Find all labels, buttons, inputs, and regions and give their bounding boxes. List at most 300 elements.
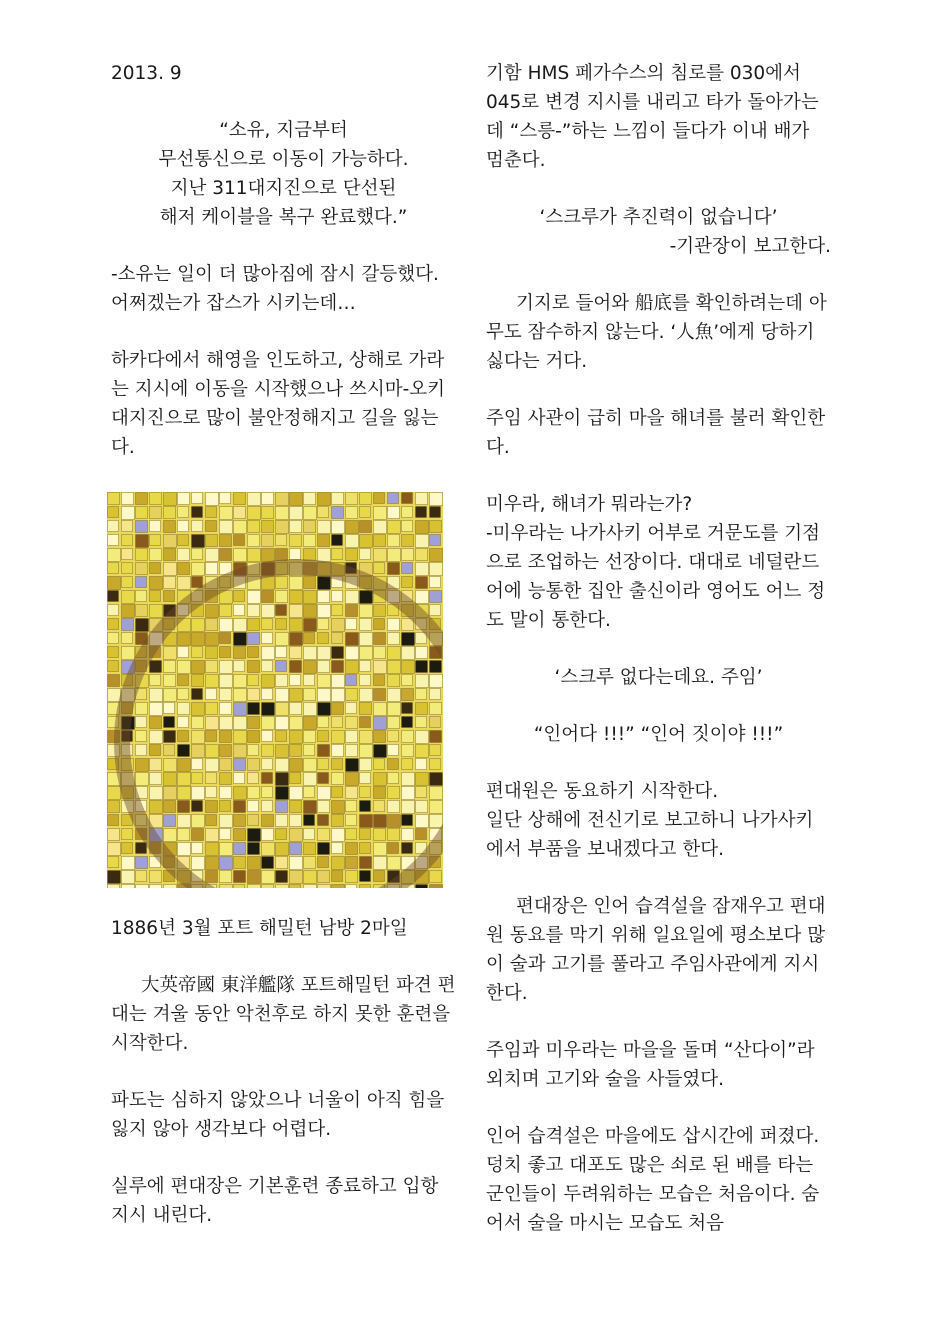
mosaic-tile	[234, 773, 245, 784]
mosaic-tile	[388, 689, 401, 702]
mosaic-tile	[290, 829, 303, 842]
mosaic-tile	[332, 885, 345, 889]
mosaic-tile	[220, 871, 232, 883]
mosaic-tile	[234, 829, 246, 841]
mosaic-tile	[360, 535, 373, 548]
mosaic-tile	[122, 647, 135, 660]
mosaic-tile	[164, 885, 177, 889]
mosaic-tile	[262, 619, 273, 630]
date-line: 2013. 9	[111, 63, 182, 84]
mosaic-tile	[388, 563, 400, 575]
mosaic-tile	[262, 857, 274, 869]
mosaic-tile	[150, 787, 163, 800]
mosaic-tile	[416, 885, 428, 889]
mosaic-tile	[108, 493, 120, 505]
mosaic-tile	[150, 885, 162, 889]
mosaic-tile	[276, 549, 288, 561]
mosaic-tile	[262, 759, 273, 770]
mosaic-tile	[290, 857, 303, 870]
mosaic-tile	[360, 885, 371, 889]
mosaic-tile	[150, 759, 162, 771]
mosaic-tile	[164, 815, 176, 827]
mosaic-tile	[318, 647, 331, 660]
mosaic-tile	[290, 731, 303, 744]
paragraph: 기함 HMS 페가수스의 침로를 030에서 045로 변경 지시를 내리고 타가 돌아가는데 “스릉-”하는 느낌이 들다가 이내 배가 멈춘다.	[486, 63, 819, 171]
mosaic-tile	[430, 591, 442, 603]
mosaic-tile	[360, 675, 371, 686]
mosaic-tile	[192, 857, 205, 870]
mosaic-tile	[220, 661, 233, 674]
mosaic-tile	[346, 675, 357, 686]
mosaic-tile	[304, 535, 316, 547]
mosaic-tile	[108, 661, 119, 672]
mosaic-tile	[164, 507, 176, 519]
mosaic-tile	[220, 549, 232, 561]
mosaic-tile	[416, 647, 428, 659]
section-heading: 1886년 3월 포트 해밀턴 남방 2마일	[111, 918, 408, 939]
mosaic-tile	[290, 773, 301, 784]
mosaic-tile	[346, 801, 357, 812]
mosaic-tile	[388, 745, 399, 756]
mosaic-tile	[360, 843, 371, 854]
quote-no-screw: ‘스크루 없다는데요. 주임’	[554, 667, 763, 688]
mosaic-tile	[276, 801, 288, 813]
mosaic-tile	[332, 507, 344, 519]
mosaic-tile	[360, 521, 372, 533]
mosaic-tile	[332, 633, 343, 644]
mosaic-tile	[304, 591, 317, 604]
mosaic-tile	[192, 577, 203, 588]
mosaic-tile	[430, 577, 441, 588]
mosaic-tile	[108, 675, 120, 687]
mosaic-tile	[332, 521, 345, 534]
mosaic-tile	[248, 493, 261, 506]
mosaic-tile	[122, 633, 133, 644]
mosaic-tile	[262, 717, 275, 730]
mosaic-tile	[192, 549, 203, 560]
mosaic-tile	[290, 759, 303, 772]
mosaic-tile	[290, 675, 301, 686]
mosaic-tile	[402, 549, 414, 561]
mosaic-tile	[136, 591, 147, 602]
mosaic-tile	[220, 815, 233, 828]
mosaic-tile	[234, 815, 246, 827]
mosaic-tile	[388, 759, 399, 770]
mosaic-tile	[318, 535, 330, 547]
mosaic-tile	[346, 605, 358, 617]
mosaic-tile	[374, 857, 387, 870]
mosaic-tile	[388, 493, 399, 504]
mosaic-tile	[332, 493, 344, 505]
mosaic-tile	[290, 815, 302, 827]
mosaic-tile	[220, 731, 232, 743]
mosaic-tile	[276, 773, 289, 786]
mosaic-tile	[332, 829, 345, 842]
mosaic-tile	[346, 829, 357, 840]
mosaic-tile	[318, 633, 329, 644]
mosaic-tile	[262, 633, 273, 644]
mosaic-tile	[346, 647, 359, 660]
mosaic-tile	[416, 493, 428, 505]
mosaic-tile	[346, 885, 357, 889]
mosaic-tile	[178, 633, 191, 646]
mosaic-tile	[276, 745, 289, 758]
mosaic-tile	[332, 591, 343, 602]
mosaic-tile	[108, 871, 121, 884]
mosaic-tile	[430, 815, 443, 828]
mosaic-tile	[374, 647, 386, 659]
mosaic-tile	[374, 563, 385, 574]
mosaic-tile	[430, 885, 443, 889]
paragraph: 주임과 미우라는 마을을 돌며 “산다이”라 외치며 고기와 술을 사들였다.	[486, 1040, 815, 1090]
mosaic-tile	[388, 815, 401, 828]
mosaic-tile	[150, 521, 161, 532]
mosaic-tile	[262, 521, 274, 533]
mosaic-tile	[262, 787, 273, 798]
mosaic-tile	[178, 521, 189, 532]
mosaic-tile	[416, 829, 427, 840]
mosaic-tile	[276, 521, 289, 534]
mosaic-tile	[276, 871, 288, 883]
mosaic-tile	[108, 549, 121, 562]
mosaic-tile	[304, 493, 316, 505]
mosaic-tile	[262, 871, 275, 884]
mosaic-tile	[318, 857, 329, 868]
mosaic-tile	[332, 661, 344, 673]
mosaic-tile	[318, 843, 330, 855]
mosaic-tile	[374, 759, 385, 770]
mosaic-tile	[318, 507, 329, 518]
mosaic-tile	[374, 507, 387, 520]
mosaic-tile	[122, 521, 133, 532]
mosaic-tile	[220, 759, 232, 771]
mosaic-tile	[164, 787, 177, 800]
mosaic-tile	[346, 493, 358, 505]
mosaic-tile	[136, 885, 149, 889]
mosaic-tile	[234, 843, 246, 855]
mosaic-tile	[276, 731, 287, 742]
mosaic-tile	[108, 885, 120, 889]
mosaic-tile	[164, 801, 176, 813]
mosaic-tile	[108, 633, 119, 644]
mosaic-tile	[150, 773, 162, 785]
mosaic-tile	[430, 661, 442, 673]
mosaic-tile	[304, 605, 317, 618]
mosaic-tile	[108, 563, 119, 574]
mosaic-tile	[318, 871, 330, 883]
mosaic-tile	[332, 815, 344, 827]
mosaic-tile	[206, 521, 217, 532]
mosaic-tile	[360, 745, 373, 758]
mosaic-tile	[276, 507, 289, 520]
mosaic-tile	[290, 703, 302, 715]
mosaic-tile	[164, 493, 177, 506]
mosaic-tile	[304, 787, 315, 798]
mosaic-tile	[360, 549, 371, 560]
mosaic-tile	[220, 885, 233, 889]
paragraph: 기지로 들어와 船底를 확인하려는데 아무도 잠수하지 않는다. ‘人魚’에게 당하기 싫다는 거다.	[486, 293, 827, 372]
mosaic-tile	[150, 801, 163, 814]
mosaic-tile	[388, 857, 401, 870]
mosaic-tile	[332, 773, 344, 785]
mosaic-tile	[220, 843, 233, 856]
mosaic-tile	[276, 605, 287, 616]
mosaic-tile	[388, 731, 399, 742]
mosaic-tile	[318, 731, 329, 742]
mosaic-tile	[276, 815, 288, 827]
mosaic-tile	[122, 619, 134, 631]
mosaic-tile	[360, 703, 372, 715]
mosaic-tile	[402, 675, 413, 686]
mosaic-tile	[164, 703, 175, 714]
mosaic-tile	[262, 843, 275, 856]
mosaic-tile	[276, 535, 287, 546]
mosaic-tile	[304, 619, 317, 632]
mosaic-tile	[136, 507, 148, 519]
mosaic-tile	[206, 871, 218, 883]
mosaic-tile	[388, 829, 400, 841]
mosaic-tile	[360, 493, 372, 505]
mosaic-tile	[304, 885, 317, 889]
mosaic-tile	[178, 507, 189, 518]
mosaic-tile	[402, 507, 413, 518]
mosaic-tile	[178, 535, 189, 546]
mosaic-tile	[220, 521, 233, 534]
mosaic-tile	[150, 563, 161, 574]
mosaic-tile	[192, 689, 203, 700]
mosaic-tile	[192, 535, 205, 548]
mosaic-tile	[178, 801, 190, 813]
mosaic-tile	[122, 507, 135, 520]
mosaic-tile	[360, 871, 371, 882]
mosaic-tile	[388, 647, 401, 660]
mosaic-tile	[234, 633, 247, 646]
mosaic-tile	[248, 759, 260, 771]
mosaic-tile	[332, 759, 343, 770]
mosaic-tile	[304, 507, 317, 520]
mosaic-tile	[416, 731, 429, 744]
mosaic-tile	[248, 773, 259, 784]
mosaic-tile	[136, 703, 148, 715]
mosaic-tile	[374, 745, 387, 758]
mosaic-tile	[374, 675, 385, 686]
mosaic-tile	[276, 843, 289, 856]
mosaic-tile	[248, 871, 261, 884]
mosaic-tile	[346, 507, 358, 519]
mosaic-tile	[248, 661, 260, 673]
mosaic-tile	[248, 619, 260, 631]
mosaic-tile	[416, 661, 428, 673]
mosaic-tile	[416, 521, 429, 534]
mosaic-tile	[220, 493, 231, 504]
mosaic-tile	[430, 675, 443, 688]
mosaic-tile	[388, 521, 401, 534]
mosaic-tile	[290, 885, 301, 889]
mosaic-tile	[318, 619, 329, 630]
mosaic-tile	[108, 591, 119, 602]
mosaic-tile	[234, 661, 245, 672]
mosaic-tile	[304, 675, 315, 686]
mosaic-tile	[346, 703, 357, 714]
mosaic-tile	[332, 717, 343, 728]
mosaic-tile	[108, 689, 121, 702]
mosaic-tile	[374, 549, 387, 562]
mosaic-tile	[206, 717, 219, 730]
mosaic-tile	[220, 829, 231, 840]
mosaic-tile	[150, 591, 161, 602]
mosaic-tile	[262, 773, 273, 784]
mosaic-tile	[108, 647, 119, 658]
mosaic-tile	[206, 759, 219, 772]
mosaic-tile	[416, 675, 429, 688]
mosaic-tile	[430, 871, 442, 883]
mosaic-tile	[122, 843, 133, 854]
mosaic-tile	[220, 507, 233, 520]
mosaic-tile	[178, 717, 189, 728]
mosaic-tile	[136, 773, 149, 786]
mosaic-tile	[360, 619, 372, 631]
mosaic-tile	[346, 619, 357, 630]
mosaic-tile	[332, 605, 343, 616]
mosaic-tile	[122, 577, 133, 588]
mosaic-tile	[360, 773, 371, 784]
mosaic-tile	[374, 801, 385, 812]
mosaic-tile	[304, 717, 317, 730]
mosaic-tile	[388, 507, 400, 519]
mosaic-tile	[290, 661, 302, 673]
mosaic-tile	[374, 661, 387, 674]
mosaic-tile	[374, 773, 387, 786]
mosaic-tile	[150, 493, 162, 505]
mosaic-tile	[178, 759, 191, 772]
mosaic-tile	[220, 717, 233, 730]
paragraph: -소유는 일이 더 많아짐에 잠시 갈등했다. 어쩌겠는가 잡스가 시키는데…	[111, 264, 439, 314]
mosaic-tile	[416, 759, 427, 770]
mosaic-tile	[150, 507, 162, 519]
mosaic-tile	[234, 619, 247, 632]
mosaic-tile	[402, 493, 413, 504]
mosaic-tile	[262, 703, 275, 716]
mosaic-tile	[206, 829, 219, 842]
mosaic-tile	[220, 857, 233, 870]
mosaic-tile	[248, 591, 261, 604]
mosaic-tile	[374, 619, 385, 630]
mosaic-tile	[374, 535, 386, 547]
mosaic-tile	[360, 731, 373, 744]
mosaic-tile	[304, 829, 315, 840]
paragraph: 주임 사관이 급히 마을 해녀를 불러 확인한다.	[486, 408, 826, 458]
mosaic-tile	[374, 871, 385, 882]
mosaic-tile	[430, 605, 441, 616]
mosaic-tile	[262, 535, 274, 547]
mosaic-tile	[290, 647, 302, 659]
mosaic-tile	[304, 577, 316, 589]
mosaic-tile	[276, 647, 287, 658]
mosaic-tile	[262, 507, 274, 519]
mosaic-tile	[388, 773, 399, 784]
mosaic-tile	[206, 633, 219, 646]
mosaic-tile	[108, 577, 121, 590]
mosaic-tile	[234, 605, 245, 616]
mosaic-tile	[108, 787, 121, 800]
paragraph: 실루에 편대장은 기본훈련 종료하고 입항지시 내린다.	[111, 1176, 439, 1226]
mosaic-tile	[318, 829, 330, 841]
mosaic-tile	[276, 857, 288, 869]
mosaic-tile	[332, 871, 343, 882]
mosaic-tile	[430, 493, 443, 506]
mosaic-tile	[178, 661, 191, 674]
mosaic-tile	[290, 591, 303, 604]
mosaic-tile	[248, 521, 260, 533]
mosaic-tile	[346, 633, 359, 646]
mosaic-tile	[332, 745, 344, 757]
mosaic-tile	[374, 815, 387, 828]
mosaic-tile	[262, 661, 273, 672]
mosaic-tile	[276, 829, 287, 840]
mosaic-tile	[122, 493, 134, 505]
mosaic-tile	[206, 703, 218, 715]
mosaic-tile	[304, 703, 317, 716]
mosaic-tile	[416, 745, 429, 758]
mosaic-tile	[332, 689, 345, 702]
mosaic-tile	[332, 801, 345, 814]
mosaic-tile	[206, 619, 218, 631]
mosaic-tile	[192, 787, 205, 800]
mosaic-tile	[136, 745, 147, 756]
mosaic-tile	[374, 829, 386, 841]
mosaic-tile	[206, 843, 219, 856]
mosaic-tile	[332, 675, 345, 688]
mosaic-tile	[332, 731, 345, 744]
mosaic-tile	[388, 801, 400, 813]
mosaic-tile	[318, 717, 329, 728]
paragraph: 인어 습격설은 마을에도 삽시간에 퍼졌다. 덩치 좋고 대포도 많은 쇠로 된 배를 타는 군인들이 두려워하는 모습은 처음이다. 숨어서 술을 마시는 모습도 처음	[486, 1126, 820, 1234]
mosaic-tile	[206, 815, 217, 826]
mosaic-tile	[374, 717, 387, 730]
mosaic-tile	[360, 829, 371, 840]
mosaic-tile	[276, 703, 289, 716]
mosaic-tile	[416, 787, 427, 798]
mosaic-tile	[262, 605, 275, 618]
left-column	[111, 59, 456, 1230]
mosaic-tile	[178, 731, 189, 742]
mosaic-tile	[402, 759, 413, 770]
mosaic-tile	[136, 577, 147, 588]
mosaic-tile	[318, 591, 330, 603]
mosaic-tile	[122, 563, 133, 574]
mosaic-tile	[248, 507, 261, 520]
mosaic-tile	[332, 619, 345, 632]
mosaic-tile	[192, 563, 205, 576]
mosaic-tile	[304, 801, 317, 814]
paragraph: 미우라, 해녀가 뭐라는가? -미우라는 나가사키 어부로 거문도를 기점으로 조업하는 선장이다. 대대로 네덜란드어에 능통한 집안 출신이라 영어도 어느 정도 말이 통한다.	[486, 494, 826, 631]
mosaic-tile	[164, 577, 176, 589]
mosaic-tile	[234, 731, 247, 744]
mosaic-tile	[346, 815, 357, 826]
mosaic-tile	[416, 801, 428, 813]
mosaic-tile	[192, 843, 203, 854]
paragraph: 하카다에서 해영을 인도하고, 상해로 가라는 지시에 이동을 시작했으나 쓰시마-오키 대지진으로 많이 불안정해지고 길을 잃는다.	[111, 350, 446, 458]
mosaic-tile	[122, 605, 135, 618]
mosaic-tile	[304, 745, 315, 756]
mosaic-tile	[290, 605, 303, 618]
mosaic-tile	[360, 815, 373, 828]
mosaic-tile	[318, 745, 330, 757]
mosaic-tile	[402, 521, 413, 532]
mosaic-tile	[360, 633, 373, 646]
mosaic-tile	[164, 689, 177, 702]
mosaic-tile	[304, 815, 315, 826]
